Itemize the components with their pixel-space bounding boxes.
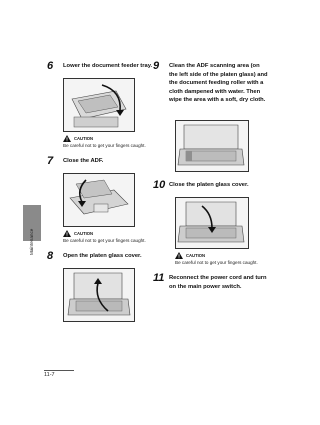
figure-clean-scanning-area: [175, 120, 249, 172]
caution-6: [63, 135, 162, 142]
step-number: 7: [47, 155, 54, 167]
caution-7: [63, 230, 162, 237]
caution-title: CAUTION: [186, 253, 206, 258]
step-number: 10: [153, 179, 166, 191]
step-7: [47, 157, 162, 169]
step-10: [153, 181, 268, 193]
caution-text: Be careful not to get your fingers caught.: [175, 260, 258, 265]
figure-open-platen-cover: [63, 268, 135, 322]
footer-rule: [44, 370, 74, 371]
step-6: [47, 62, 162, 74]
section-tab-label: Maintenance: [29, 228, 34, 256]
caution-icon: [63, 135, 71, 142]
caution-icon: [175, 252, 183, 259]
step-11: [153, 274, 268, 294]
caution-title: CAUTION: [74, 231, 94, 236]
step-text: Close the platen glass cover.: [169, 182, 249, 188]
step-text: Close the ADF.: [63, 158, 104, 164]
step-text: Lower the document feeder tray.: [63, 63, 153, 69]
step-number: 9: [153, 60, 160, 72]
figure-lower-feeder-tray: [63, 78, 135, 132]
figure-close-adf: [63, 173, 135, 227]
caution-text: Be careful not to get your fingers caught.: [63, 238, 146, 243]
step-number: 11: [153, 272, 165, 284]
caution-10: [175, 252, 268, 259]
step-text: Reconnect the power cord and turn on the main power switch.: [169, 275, 267, 290]
caution-text: Be careful not to get your fingers caught.: [63, 143, 146, 148]
caution-icon: [63, 230, 71, 237]
step-number: 8: [47, 250, 54, 262]
step-text: Open the platen glass cover.: [63, 253, 142, 259]
step-8: [47, 252, 162, 264]
figure-close-platen-cover: [175, 197, 249, 249]
right-column: [153, 62, 268, 294]
step-number: 6: [47, 60, 54, 72]
step-9: [153, 62, 268, 115]
left-column: [47, 60, 165, 322]
step-text: Clean the ADF scanning area (on the left side of the platen glass) and the document feeding roller with a cloth dampened with water. Then wipe the area with a soft, dry cloth.: [169, 63, 268, 103]
page-number: 11-7: [44, 372, 55, 378]
caution-title: CAUTION: [74, 136, 94, 141]
